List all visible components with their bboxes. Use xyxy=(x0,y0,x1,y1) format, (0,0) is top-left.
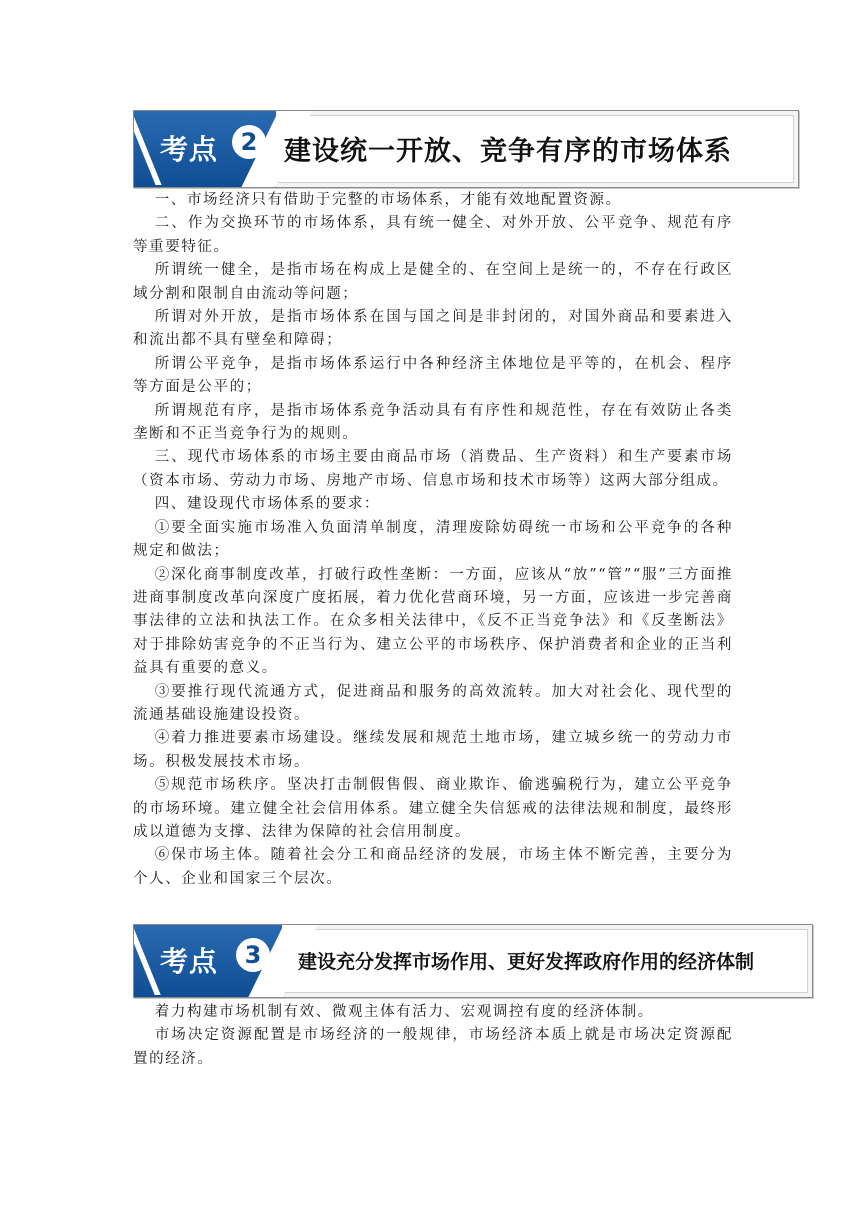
section-1-body xyxy=(133,189,733,891)
section-banner-3 xyxy=(133,924,813,998)
paragraph: 市场决定资源配置是市场经济的一般规律，市场经济本质上就是市场决定资源配置的经济。 xyxy=(133,1027,733,1067)
paragraph: 所谓公平竞争，是指市场体系运行中各种经济主体地位是平等的，在机会、程序等方面是公平的； xyxy=(133,355,733,396)
tag-number-badge: 2 xyxy=(232,125,266,159)
section-2-body xyxy=(133,1001,733,1071)
paragraph: ④着力推进要素市场建设。继续发展和规范土地市场，建立城乡统一的劳动力市场。积极发展技术市场。 xyxy=(133,730,733,770)
paragraph: 一、市场经济只有借助于完整的市场体系，才能有效地配置资源。 xyxy=(154,192,622,208)
slash-decoration xyxy=(133,927,161,995)
paragraph: 四、建设现代市场体系的要求： xyxy=(154,496,381,513)
section-title: 建设充分发挥市场作用、更好发挥政府作用的经济体制 xyxy=(298,951,755,973)
paragraph: 所谓对外开放，是指市场体系在国与国之间是非封闭的，对国外商品和要素进入和流出都不具有壁垒和障碍； xyxy=(133,309,733,349)
paragraph: ⑥保市场主体。随着社会分工和商品经济的发展，市场主体不断完善，主要分为个人、企业和国家三个层次。 xyxy=(133,847,733,887)
tag-label: 考点 xyxy=(160,945,219,978)
paragraph: ⑤规范市场秩序。坚决打击制假售假、商业欺诈、偷逃骗税行为，建立公平竞争的市场环境。建立健全社会信用体系。建立健全失信惩戒的法律法规和制度，最终形成以道德为支撑、法律为保障的社会信用制度。 xyxy=(133,777,733,840)
kaodian-tag xyxy=(134,925,282,997)
paragraph: ③要推行现代流通方式，促进商品和服务的高效流转。加大对社会化、现代型的流通基础设施建设投资。 xyxy=(133,683,733,723)
paragraph: 所谓规范有序，是指市场体系竞争活动具有有序性和规范性，存在有效防止各类垄断和不正当竞争行为的规则。 xyxy=(133,402,733,443)
slash-decoration xyxy=(133,113,162,185)
tag-label: 考点 xyxy=(160,133,219,166)
paragraph: 二、作为交换环节的市场体系，具有统一健全、对外开放、公平竞争、规范有序等重要特征。 xyxy=(133,215,733,255)
paragraph: ②深化商事制度改革，打破行政性垄断：一方面，应该从“放”“管”“服”三方面推进商事制度改革向深度广度拓展，着力优化营商环境，另一方面，应该进一步完善商事法律的立法和执法工作。在众多相关法律中，《反不正当竞争法》和《反垄断法》对于排除妨害竞争的不正当行为、建立公平的市场秩序、保护消费者和企业的正当利益具有重要的意义。 xyxy=(133,566,733,677)
paragraph: 三、现代市场体系的市场主要由商品市场（消费品、生产资料）和生产要素市场（资本市场、劳动力市场、房地产市场、信息市场和技术市场等）这两大部分组成。 xyxy=(133,449,733,489)
section-title: 建设统一开放、竞争有序的市场体系 xyxy=(284,136,732,167)
paragraph: 所谓统一健全，是指市场在构成上是健全的、在空间上是统一的，不存在行政区域分割和限制自由流动等问题； xyxy=(133,262,733,302)
section-banner-2 xyxy=(133,110,799,188)
paragraph: ①要全面实施市场准入负面清单制度，清理废除妨碍统一市场和公平竞争的各种规定和做法； xyxy=(133,519,733,560)
kaodian-tag xyxy=(134,111,276,187)
tag-number-badge: 3 xyxy=(236,938,270,972)
paragraph: 着力构建市场机制有效、微观主体有活力、宏观调控有度的经济体制。 xyxy=(154,1004,654,1020)
